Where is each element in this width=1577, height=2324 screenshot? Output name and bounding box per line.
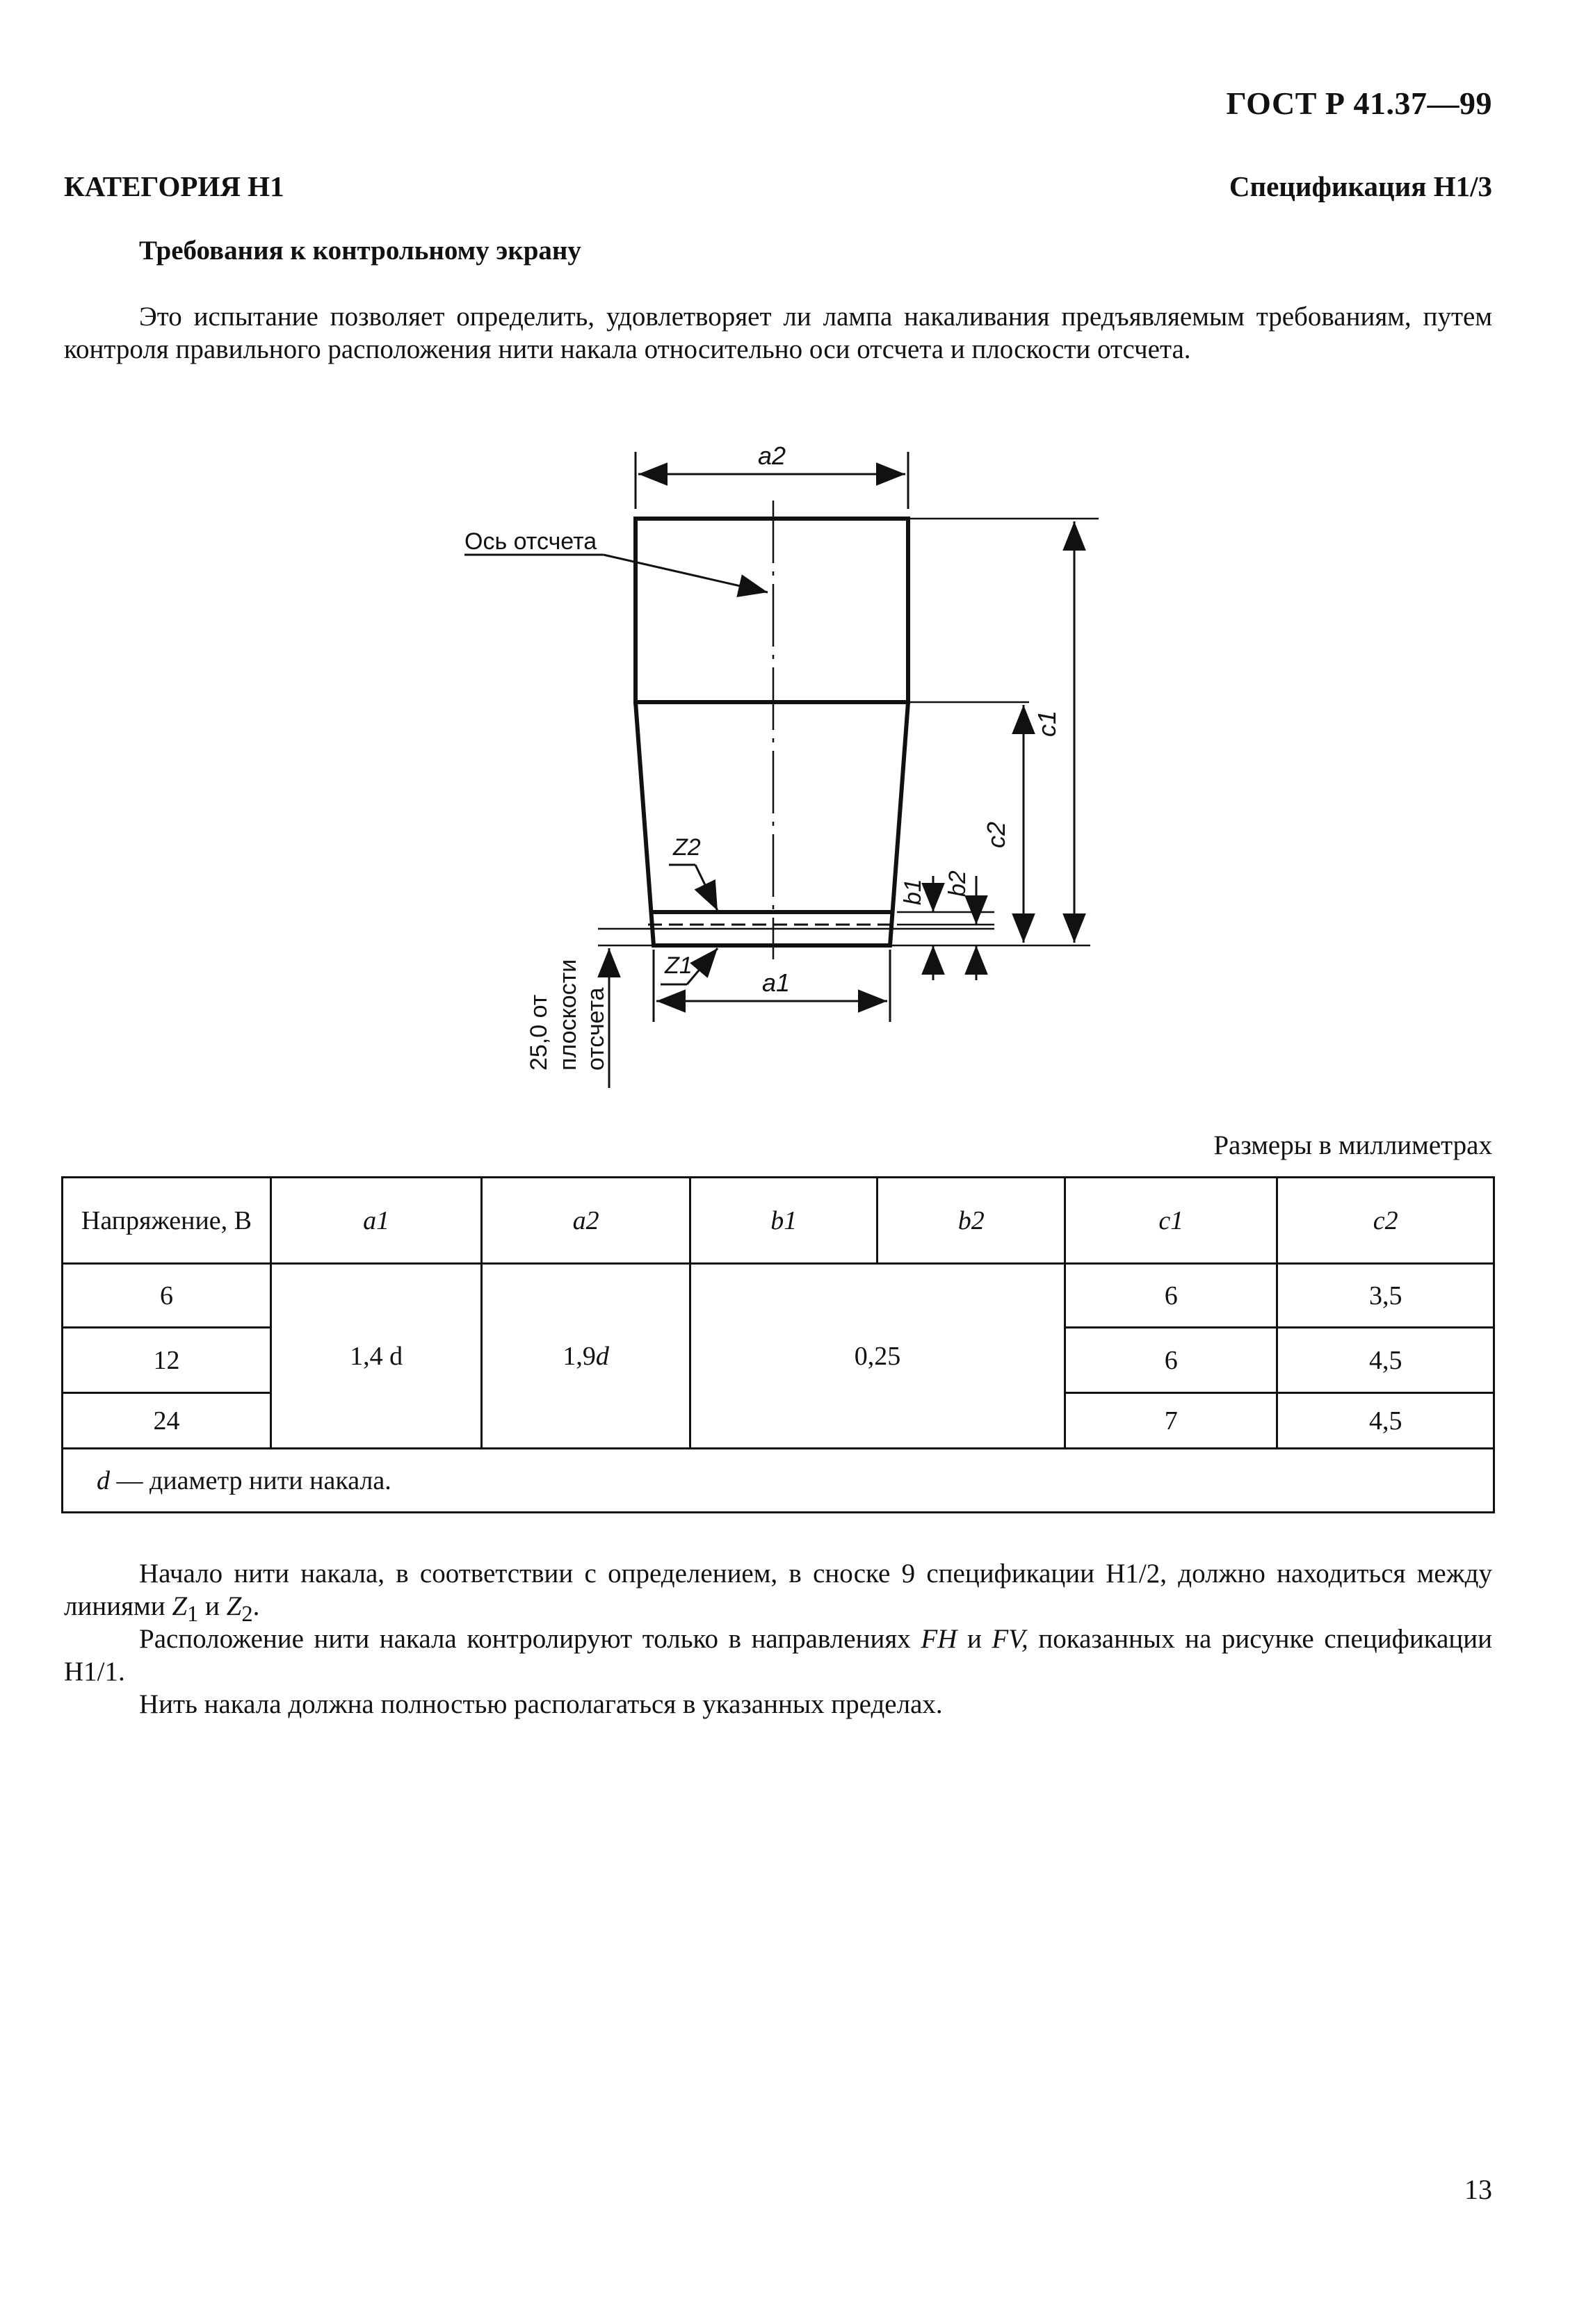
header-b2: b2 bbox=[878, 1178, 1065, 1264]
lower-trapezoid bbox=[636, 702, 908, 945]
category-title: КАТЕГОРИЯ Н1 bbox=[64, 170, 284, 202]
specification-title: Спецификация Н1/3 bbox=[1229, 170, 1492, 202]
table-note: d — диаметр нити накала. bbox=[63, 1449, 1494, 1513]
plane-label-line3: отсчета bbox=[583, 987, 609, 1071]
standard-number: ГОСТ Р 41.37—99 bbox=[1226, 86, 1492, 121]
header-b1: b1 bbox=[690, 1178, 878, 1264]
dim-b1-label: b1 bbox=[900, 879, 926, 905]
z2-label: Z2 bbox=[673, 834, 701, 861]
screen-diagram bbox=[417, 431, 1113, 1098]
intro-paragraph bbox=[64, 300, 1492, 366]
table-note-row bbox=[63, 1449, 1494, 1513]
dim-a2-label: a2 bbox=[758, 441, 786, 470]
header-c1: c1 bbox=[1065, 1178, 1277, 1264]
axis-label: Ось отсчета bbox=[464, 528, 597, 555]
paragraph-filament-start: Начало нити накала, в соответствии с определением, в сноске 9 спецификации Н1/2, должно находиться между линиями $Z_1$ и $Z_2$. bbox=[64, 1559, 1492, 1627]
cell-a1: 1,4 d bbox=[270, 1264, 481, 1449]
units-caption: Размеры в миллиметрах bbox=[1213, 1130, 1492, 1160]
plane-label-line2: плоскости bbox=[555, 959, 581, 1071]
header-voltage: Напряжение, В bbox=[63, 1178, 271, 1264]
table-header-row bbox=[63, 1178, 1494, 1264]
dim-c1-label: c1 bbox=[1033, 710, 1061, 737]
cell-c1: 6 bbox=[1065, 1264, 1277, 1328]
paragraph-directions: Расположение нити накала контролируют только в направлениях FH и FV, показанных на рисунке спецификации Н1/1. bbox=[64, 1624, 1492, 1687]
header-c2: c2 bbox=[1277, 1178, 1494, 1264]
dim-c2-label: c2 bbox=[982, 821, 1010, 848]
dimensions-table bbox=[61, 1176, 1495, 1513]
dim-a1-label: a1 bbox=[762, 968, 791, 997]
table-row bbox=[63, 1264, 1494, 1328]
cell-c2: 4,5 bbox=[1277, 1328, 1494, 1393]
cell-voltage: 24 bbox=[63, 1393, 271, 1449]
cell-voltage: 12 bbox=[63, 1328, 271, 1393]
header-a1: a1 bbox=[270, 1178, 481, 1264]
paragraph-limits: Нить накала должна полностью располагаться в указанных пределах. bbox=[139, 1689, 943, 1719]
cell-a2: 1,9d bbox=[482, 1264, 690, 1449]
z1-label: Z1 bbox=[665, 952, 693, 979]
upper-rectangle bbox=[636, 519, 908, 702]
cell-c1: 6 bbox=[1065, 1328, 1277, 1393]
cell-c2: 4,5 bbox=[1277, 1393, 1494, 1449]
header-a2: a2 bbox=[482, 1178, 690, 1264]
cell-c1: 7 bbox=[1065, 1393, 1277, 1449]
cell-b: 0,25 bbox=[690, 1264, 1065, 1449]
cell-voltage: 6 bbox=[63, 1264, 271, 1328]
page-number: 13 bbox=[1464, 2174, 1492, 2205]
cell-c2: 3,5 bbox=[1277, 1264, 1494, 1328]
section-title: Требования к контрольному экрану bbox=[139, 236, 581, 266]
dim-b2-label: b2 bbox=[944, 870, 971, 897]
plane-label-line1: 25,0 от bbox=[526, 994, 552, 1071]
intro-paragraph-text: Это испытание позволяет определить, удовлетворяет ли лампа накаливания предъявляемым требованиям, путем контроля правильного расположения нити накала относительно оси отсчета и плоскости отсчета. bbox=[64, 302, 1492, 364]
